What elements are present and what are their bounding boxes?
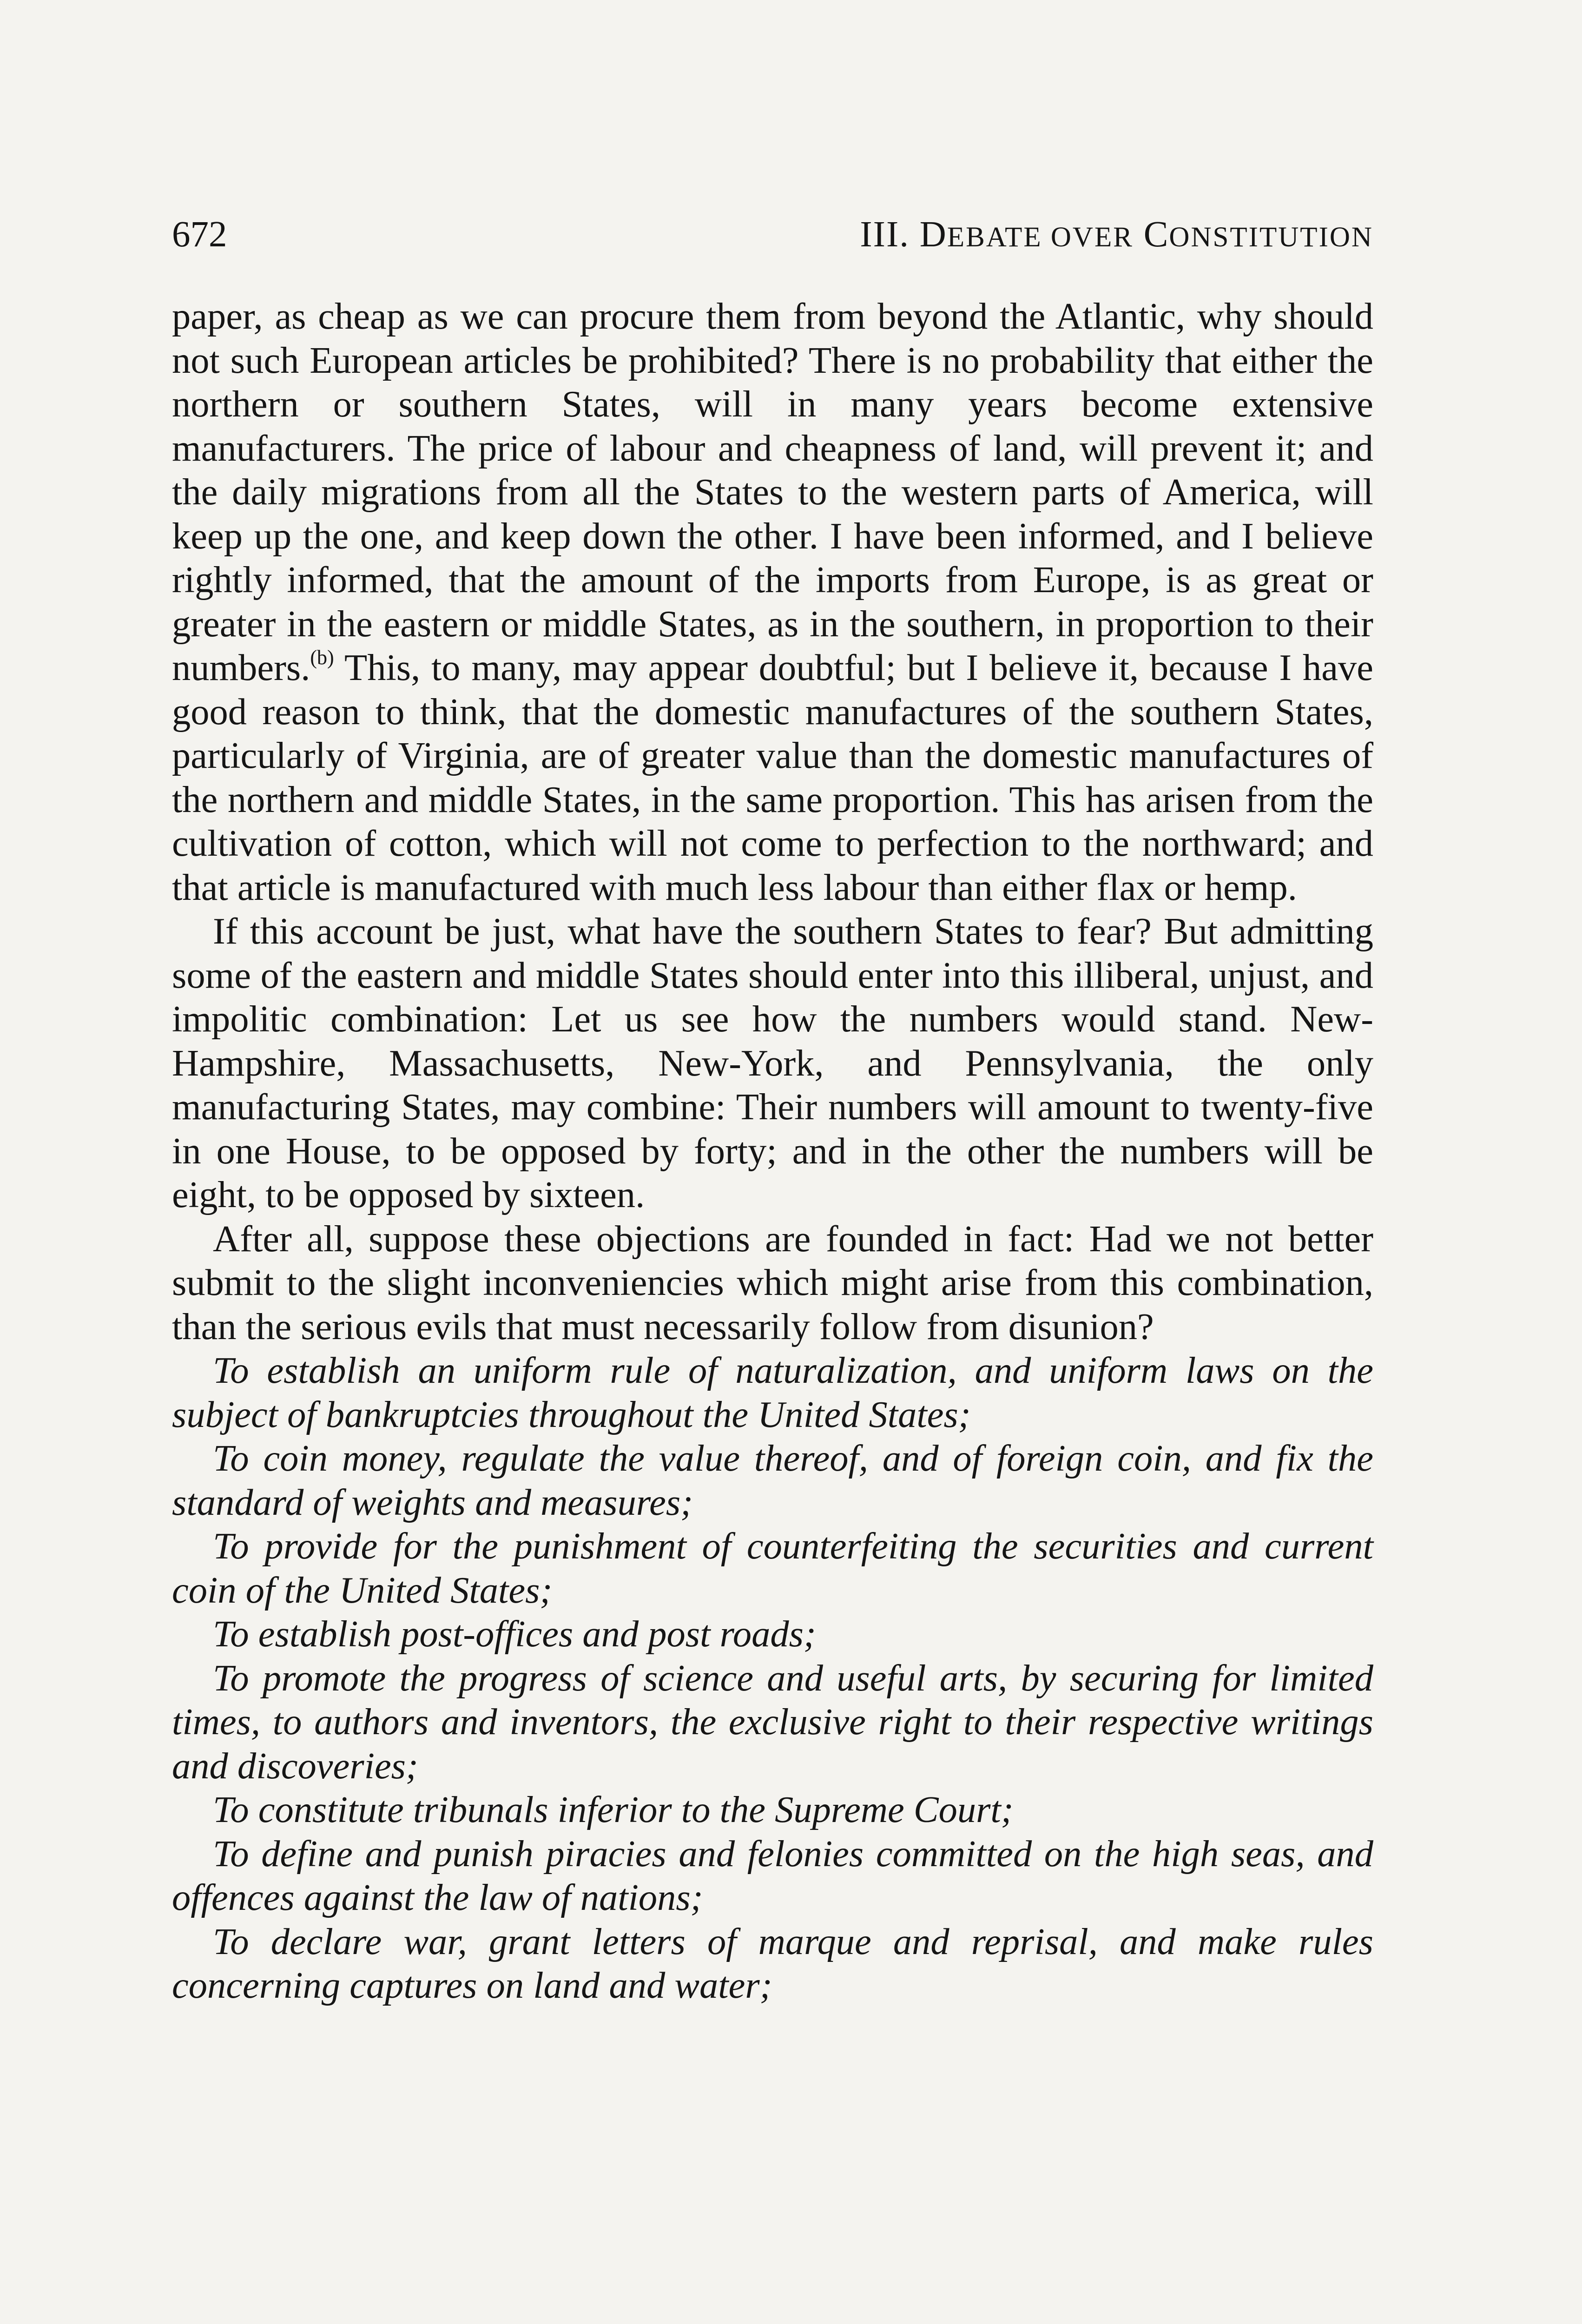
clause-counterfeiting: To provide for the punishment of counterfeiting the securities and current coin of the United States; bbox=[172, 1525, 1373, 1611]
running-head-title bbox=[860, 211, 1373, 261]
footnote-marker: (b) bbox=[310, 646, 334, 669]
paragraph-southern-states: If this account be just, what have the southern States to fear? But admitting some of the eastern and middle States should enter into this illiberal, unjust, and impolitic combination: Let us see how the numbers would stand. New-Hampshire, Massachusetts, New-York, and Pennsylvania, the only manufacturing States, may combine: Their numbers will amount to twenty-five in one House, to be opposed by forty; and in the other the numbers will be eight, to be opposed by sixteen. bbox=[172, 911, 1373, 1215]
title-initial-debate: D bbox=[919, 214, 947, 255]
section-numeral: III. bbox=[860, 214, 910, 255]
clause-post-offices: To establish post-offices and post roads; bbox=[213, 1613, 816, 1655]
clause-tribunals: To constitute tribunals inferior to the Supreme Court; bbox=[213, 1789, 1014, 1830]
title-rest-debate-over: EBATE OVER bbox=[947, 222, 1134, 253]
paragraph-1-continuation: This, to many, may appear doubtful; but I believe it, because I have good reason to think, that the domestic manufactures of the southern States, particularly of Virginia, are of greater value than the domestic manufactures of the northern and middle States, in the same proportion. This has arisen from the cultivation of cotton, which will not come to perfection to the northward; and that article is manufactured with much less labour than either flax or hemp. bbox=[172, 647, 1373, 908]
page-number: 672 bbox=[172, 214, 227, 255]
paragraph-after-all: After all, suppose these objections are founded in fact: Had we not better submit to the slight inconveniencies which might arise from this combination, than the serious evils that must necessarily follow from disunion? bbox=[172, 1218, 1373, 1347]
title-rest-constitution: ONSTITUTION bbox=[1169, 222, 1373, 253]
clause-coin-money: To coin money, regulate the value thereof, and of foreign coin, and fix the standard of weights and measures; bbox=[172, 1438, 1373, 1523]
paragraph-continued bbox=[172, 295, 1373, 910]
paragraph-1-text: paper, as cheap as we can procure them from beyond the Atlantic, why should not such European articles be prohibited? There is no probability that either the northern or southern States, will in many years become extensive manufacturers. The price of labour and cheapness of land, will prevent it; and the daily migrations from all the States to the western parts of America, will keep up the one, and keep down the other. I have been informed, and I believe rightly informed, that the amount of the imports from Europe, is as great or greater in the eastern or middle States, as in the southern, in proportion to their numbers. bbox=[172, 296, 1373, 688]
clause-declare-war: To declare war, grant letters of marque and reprisal, and make rules concerning captures on land and water; bbox=[172, 1921, 1373, 2006]
book-page bbox=[172, 0, 1373, 2324]
clause-piracies: To define and punish piracies and felonies committed on the high seas, and offences against the law of nations; bbox=[172, 1833, 1373, 1918]
title-initial-constitution: C bbox=[1143, 214, 1169, 255]
clause-naturalization: To establish an uniform rule of naturalization, and uniform laws on the subject of bankruptcies throughout the United States; bbox=[172, 1350, 1373, 1435]
body-text bbox=[172, 295, 1373, 2008]
running-head bbox=[172, 211, 1373, 258]
clause-science-arts: To promote the progress of science and useful arts, by securing for limited times, to authors and inventors, the exclusive right to their respective writings and discoveries; bbox=[172, 1657, 1373, 1787]
